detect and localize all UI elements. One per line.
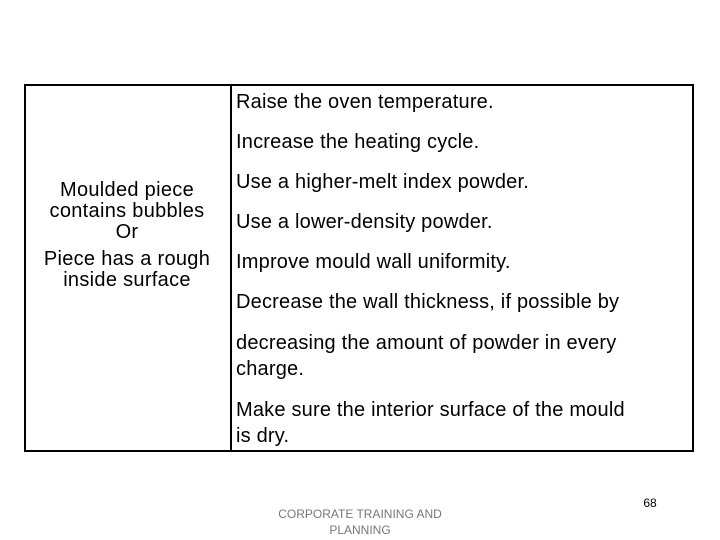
remedy-item: Use a lower-density powder.: [236, 211, 493, 233]
problem-line: Or: [115, 221, 139, 243]
problem-line: Moulded piece: [60, 179, 194, 201]
remedy-item: is dry.: [236, 425, 290, 447]
footer-label: [270, 506, 450, 538]
problem-line: inside surface: [63, 269, 191, 291]
problem-cell: [26, 180, 228, 291]
page-number: 68: [643, 496, 657, 510]
troubleshooting-table: [24, 84, 694, 452]
remedy-item: decreasing the amount of powder in every: [236, 332, 617, 354]
problem-line: Piece has a rough: [43, 248, 211, 270]
remedy-item: Improve mould wall uniformity.: [236, 251, 511, 273]
remedy-item: charge.: [236, 358, 305, 380]
footer-line: PLANNING: [329, 523, 391, 537]
remedy-item: Make sure the interior surface of the mould: [236, 399, 625, 421]
remedy-item: Use a higher-melt index powder.: [236, 171, 530, 193]
remedy-item: Raise the oven temperature.: [236, 91, 494, 113]
column-divider: [230, 86, 232, 450]
remedy-item: Increase the heating cycle.: [236, 131, 480, 153]
problem-line: contains bubbles: [49, 200, 205, 222]
footer-line: CORPORATE TRAINING AND: [278, 507, 442, 521]
remedy-item: Decrease the wall thickness, if possible by: [236, 291, 620, 313]
